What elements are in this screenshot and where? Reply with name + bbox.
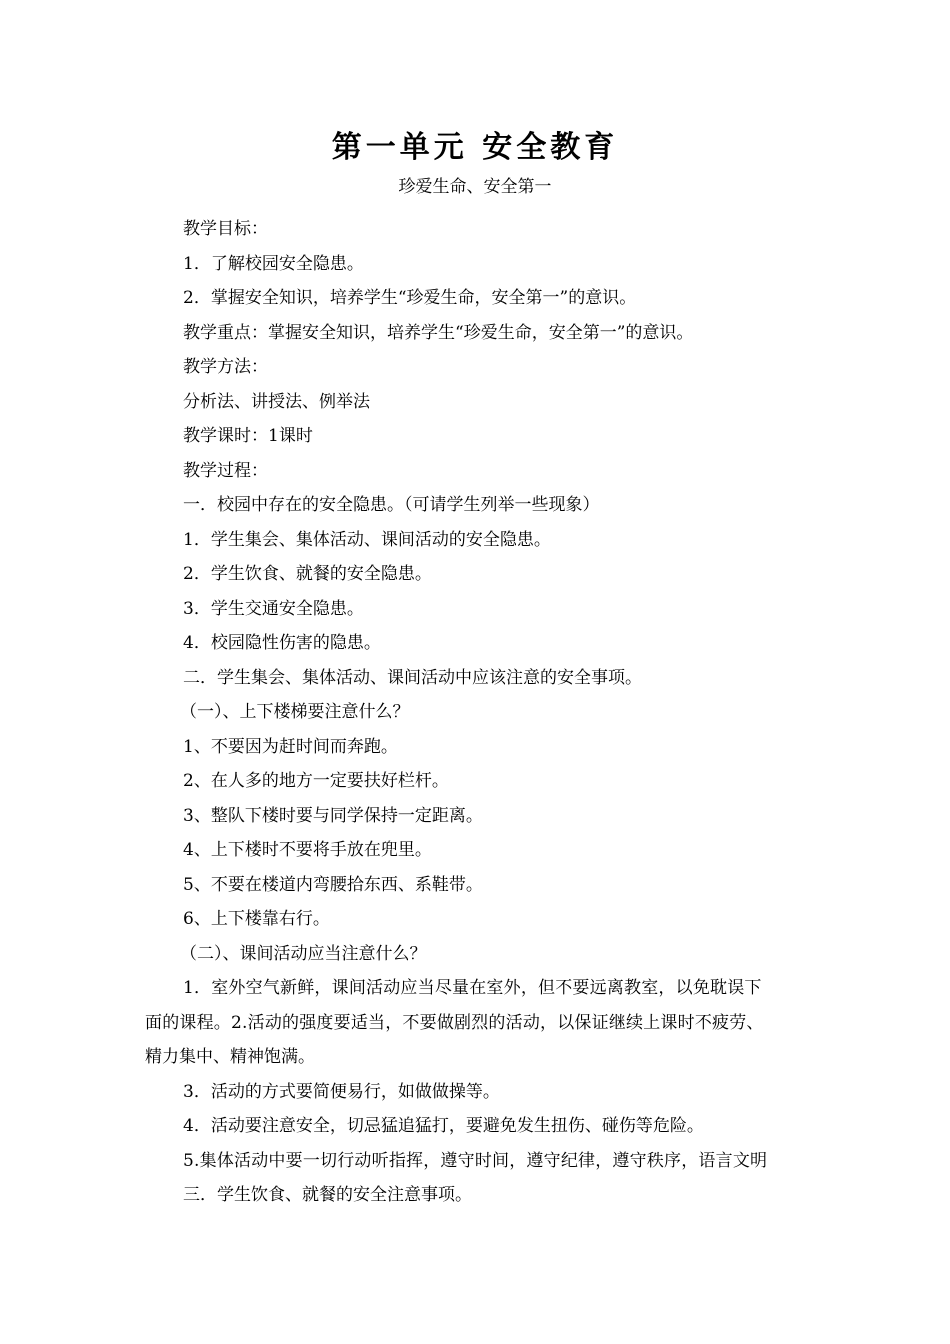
list-item: 3．学生交通安全隐患。 xyxy=(183,599,364,619)
methods-heading: 教学方法： xyxy=(183,357,268,377)
list-item: 3．活动的方式要简便易行，如做做操等。 xyxy=(183,1082,500,1102)
list-item: 2．学生饮食、就餐的安全隐患。 xyxy=(183,564,432,584)
list-item: 1、不要因为赶时间而奔跑。 xyxy=(183,737,398,757)
subsection-heading: （二）、课间活动应当注意什么？ xyxy=(180,944,427,964)
subsection-heading: （一）、上下楼梯要注意什么？ xyxy=(180,702,410,722)
page-title: 第一单元 安全教育 xyxy=(331,130,619,165)
process-heading: 教学过程： xyxy=(183,461,268,481)
section-heading: 一．校园中存在的安全隐患。（可请学生列举一些现象） xyxy=(183,495,600,515)
list-item: 4．校园隐性伤害的隐患。 xyxy=(183,633,381,653)
goals-heading: 教学目标： xyxy=(183,219,268,239)
section-heading: 二．学生集会、集体活动、课间活动中应该注意的安全事项。 xyxy=(183,668,642,688)
class-hours: 教学课时：1课时 xyxy=(183,426,313,446)
paragraph-line: 精力集中、精神饱满。 xyxy=(145,1047,315,1067)
list-item: 3、整队下楼时要与同学保持一定距离。 xyxy=(183,806,483,826)
page-subtitle: 珍爱生命、安全第一 xyxy=(398,177,552,197)
list-item: 6、上下楼靠右行。 xyxy=(183,909,330,929)
methods-text: 分析法、讲授法、例举法 xyxy=(183,392,370,412)
goal-item: 2．掌握安全知识，培养学生“珍爱生命，安全第一”的意识。 xyxy=(183,288,637,308)
list-item: 5、不要在楼道内弯腰拾东西、系鞋带。 xyxy=(183,875,483,895)
key-point: 教学重点：掌握安全知识，培养学生“珍爱生命，安全第一”的意识。 xyxy=(183,323,694,343)
paragraph-line: 1．室外空气新鲜，课间活动应当尽量在室外，但不要远离教室，以免耽误下 xyxy=(183,978,762,998)
section-heading: 三．学生饮食、就餐的安全注意事项。 xyxy=(183,1185,472,1205)
list-item: 1．学生集会、集体活动、课间活动的安全隐患。 xyxy=(183,530,551,550)
list-item: 4．活动要注意安全，切忌猛追猛打，要避免发生扭伤、碰伤等危险。 xyxy=(183,1116,704,1136)
list-item: 5.集体活动中要一切行动听指挥，遵守时间，遵守纪律，遵守秩序，语言文明 xyxy=(183,1151,768,1171)
paragraph-line: 面的课程。2.活动的强度要适当，不要做剧烈的活动，以保证继续上课时不疲劳、 xyxy=(145,1013,764,1033)
list-item: 2、在人多的地方一定要扶好栏杆。 xyxy=(183,771,449,791)
list-item: 4、上下楼时不要将手放在兜里。 xyxy=(183,840,432,860)
goal-item: 1．了解校园安全隐患。 xyxy=(183,254,364,274)
